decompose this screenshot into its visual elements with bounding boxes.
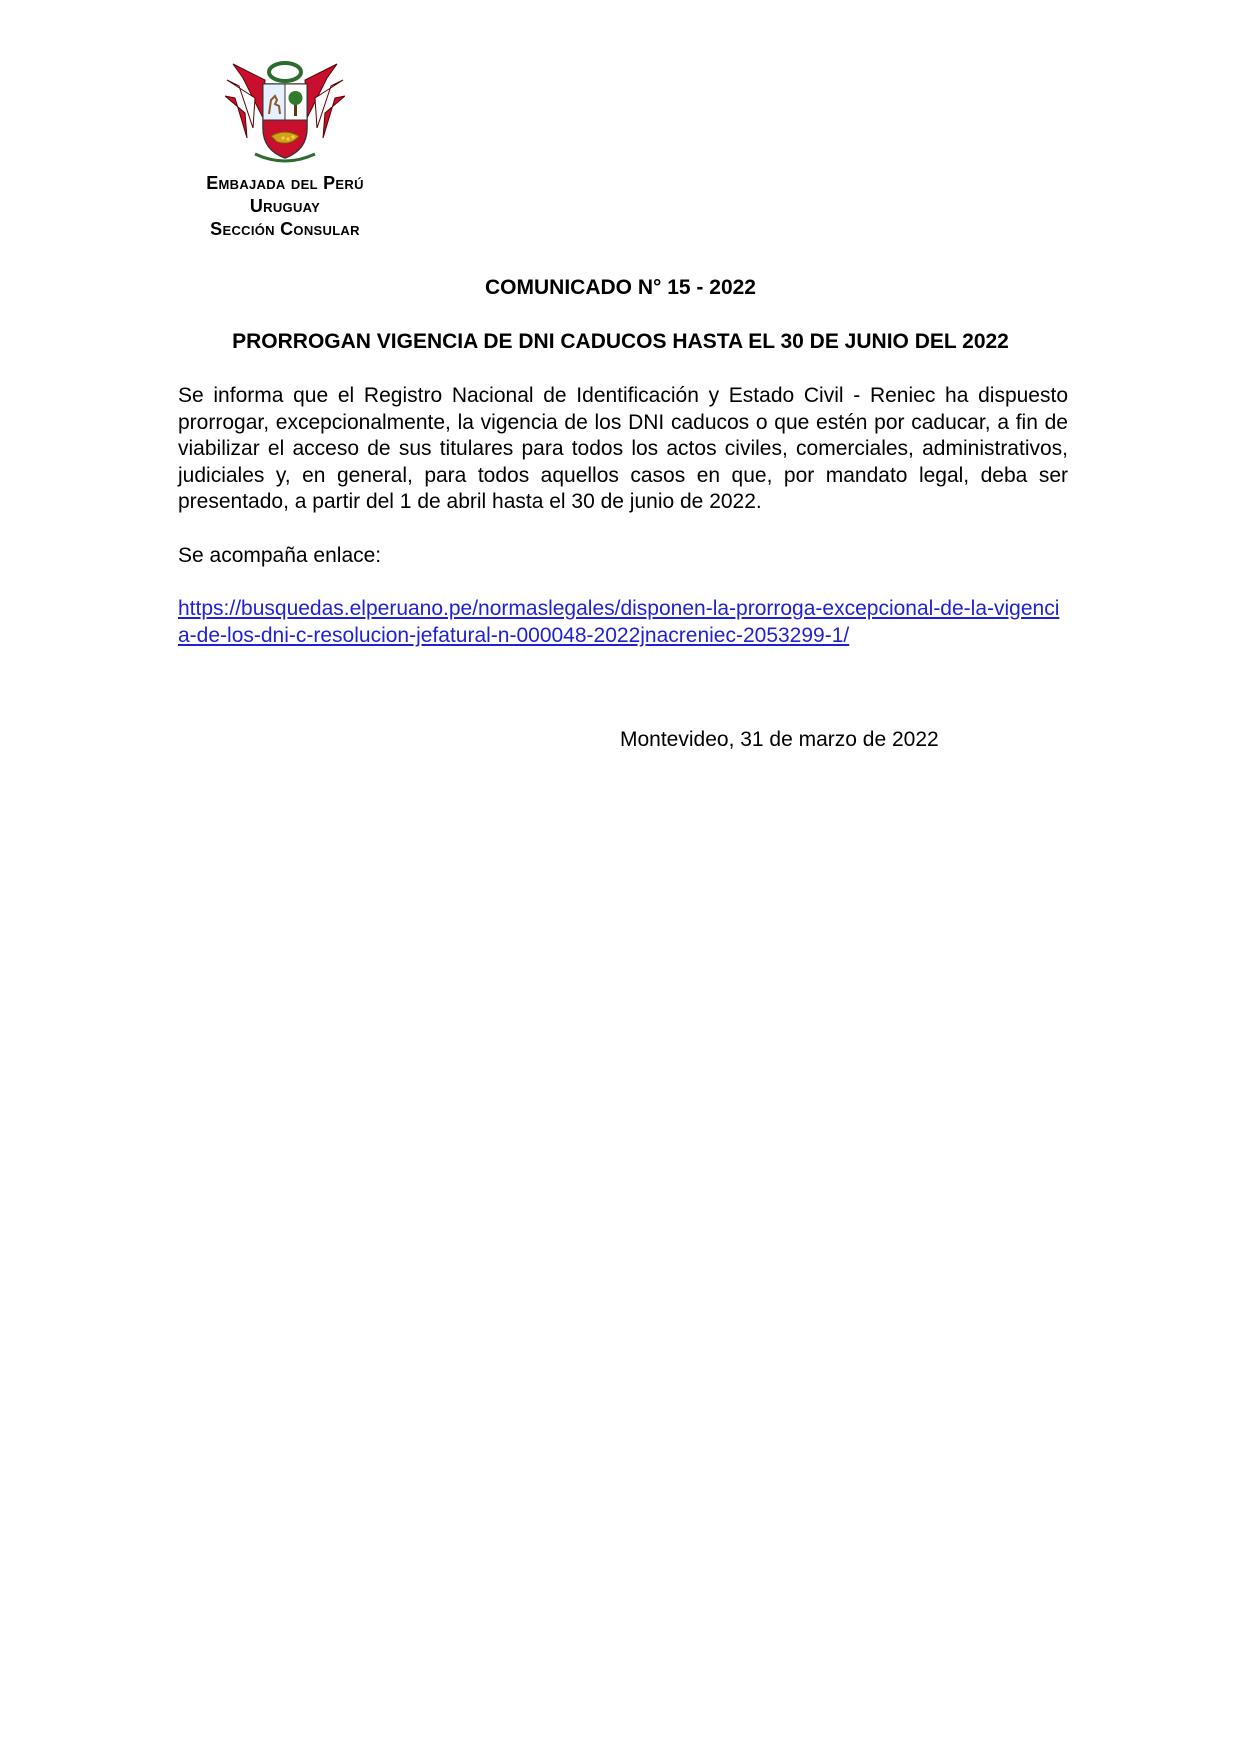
embassy-line-3: Sección Consular xyxy=(210,219,360,239)
document-title: COMUNICADO N° 15 - 2022 xyxy=(485,276,756,299)
place-date-signature: Montevideo, 31 de marzo de 2022 xyxy=(620,728,939,751)
link-intro: Se acompaña enlace: xyxy=(178,543,382,567)
peru-coat-of-arms-icon xyxy=(225,58,345,168)
document-body xyxy=(178,383,1068,649)
embassy-name-block xyxy=(180,172,390,241)
document-subtitle: PRORROGAN VIGENCIA DE DNI CADUCOS HASTA EL 30 DE JUNIO DEL 2022 xyxy=(232,330,1009,353)
body-paragraph: Se informa que el Registro Nacional de Identificación y Estado Civil - Reniec ha dispuesto prorrogar, excepcionalmente, la vigencia de los DNI caducos o que estén por caducar, a fin de viabilizar el acceso de sus titulares para todos los actos civiles, comerciales, administrativos, judiciales y, en general, para todos aquellos casos en que, por mandato legal, deba ser presentado, a partir del 1 de abril hasta el 30 de junio de 2022. xyxy=(178,384,1068,513)
embassy-line-1: Embajada del Perú xyxy=(206,173,364,193)
reference-link[interactable]: https://busquedas.elperuano.pe/normaslegales/disponen-la-prorroga-excepcional-de-la-vigencia-de-los-dni-c-resolucion-jefatural-n-000048-2022jnacreniec-2053299-1/ xyxy=(178,597,1060,647)
embassy-line-2: Uruguay xyxy=(249,196,321,216)
letterhead xyxy=(180,58,390,241)
